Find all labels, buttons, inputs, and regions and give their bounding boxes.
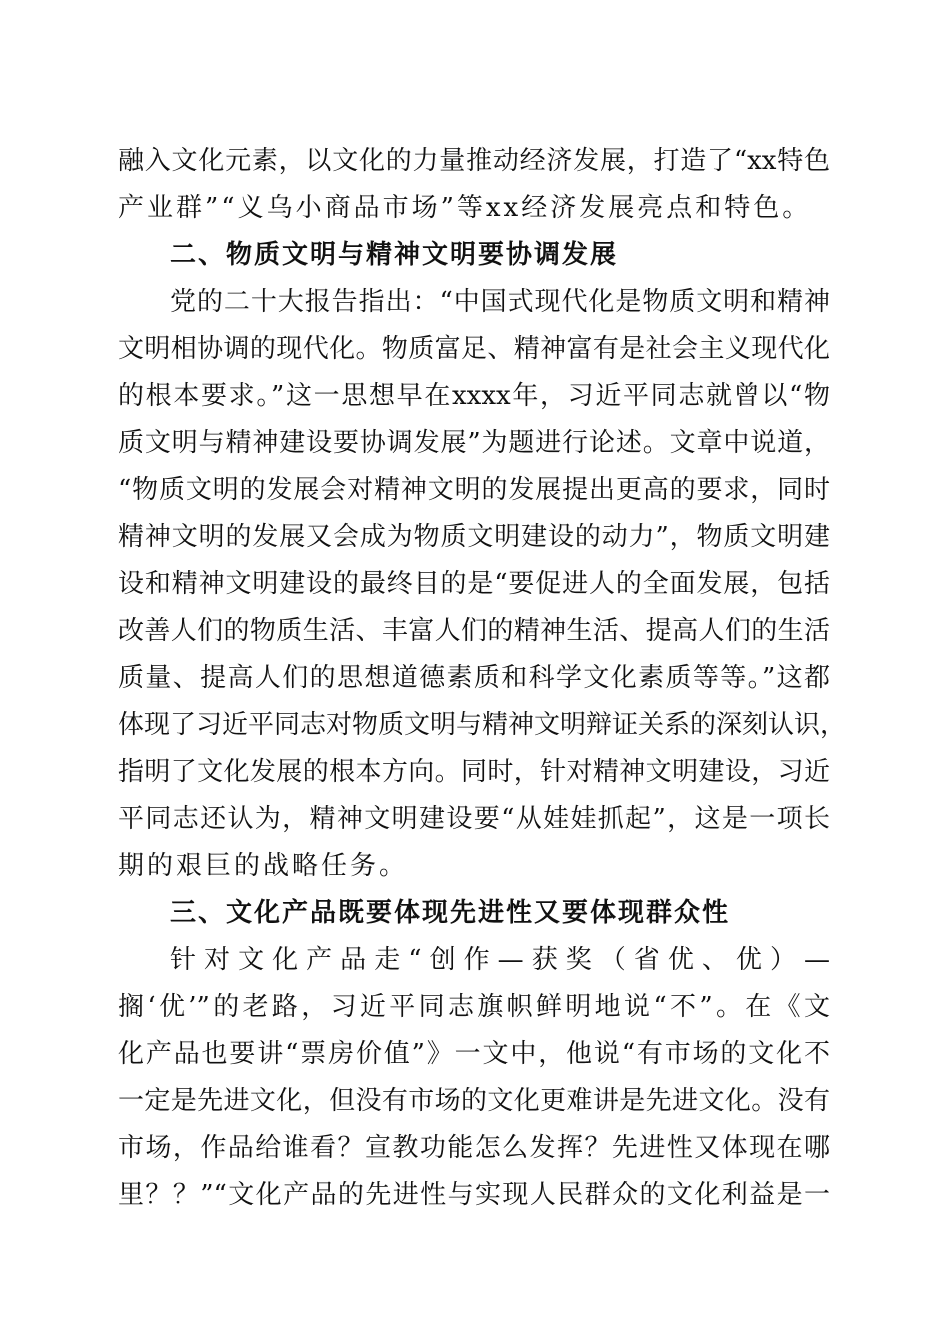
paragraph-line: “物质文明的发展会对精神文明的发展提出更高的要求，同时 — [118, 475, 830, 505]
paragraph-line: 体现了习近平同志对物质文明与精神文明辩证关系的深刻认识， — [118, 710, 847, 740]
paragraph-line: 质文明与精神建设要协调发展”为题进行论述。文章中说道， — [118, 428, 830, 458]
section-heading: 三、文化产品既要体现先进性又要体现群众性 — [170, 898, 731, 928]
paragraph-line: 里？？”“文化产品的先进性与实现人民群众的文化利益是一 — [118, 1180, 830, 1210]
paragraph-line: 融入文化元素，以文化的力量推动经济发展，打造了“xx特色 — [118, 146, 830, 176]
paragraph-line: 搁‘优’”的老路，习近平同志旗帜鲜明地说“不”。在《文 — [118, 992, 830, 1022]
paragraph-line: 产业群”“义乌小商品市场”等xx经济发展亮点和特色。 — [118, 193, 812, 223]
paragraph-line: 指明了文化发展的根本方向。同时，针对精神文明建设，习近 — [118, 757, 830, 787]
document-body — [118, 138, 847, 1219]
paragraph-line: 设和精神文明建设的最终目的是“要促进人的全面发展，包括 — [118, 569, 830, 599]
paragraph-line: 市场，作品给谁看？宣教功能怎么发挥？先进性又体现在哪 — [118, 1133, 830, 1163]
paragraph-line: 党的二十大报告指出：“中国式现代化是物质文明和精神 — [170, 287, 830, 317]
paragraph-line: 质量、提高人们的思想道德素质和科学文化素质等等。”这都 — [118, 663, 830, 693]
paragraph-line: 文明相协调的现代化。物质富足、精神富有是社会主义现代化 — [118, 334, 830, 364]
paragraph-line: 化产品也要讲“票房价值”》一文中，他说“有市场的文化不 — [118, 1039, 830, 1069]
paragraph-line: 平同志还认为，精神文明建设要“从娃娃抓起”，这是一项长 — [118, 804, 830, 834]
paragraph-line: 一定是先进文化，但没有市场的文化更难讲是先进文化。没有 — [118, 1086, 830, 1116]
paragraph-line: 改善人们的物质生活、丰富人们的精神生活、提高人们的生活 — [118, 616, 830, 646]
paragraph-line: 期的艰巨的战略任务。 — [118, 851, 409, 881]
paragraph-line: 针对文化产品走“创作—获奖（省优、优）— — [170, 945, 830, 975]
paragraph-line: 精神文明的发展又会成为物质文明建设的动力”，物质文明建 — [118, 522, 830, 552]
section-heading: 二、物质文明与精神文明要协调发展 — [170, 240, 619, 270]
paragraph-line: 的根本要求。”这一思想早在xxxx年，习近平同志就曾以“物 — [118, 381, 830, 411]
